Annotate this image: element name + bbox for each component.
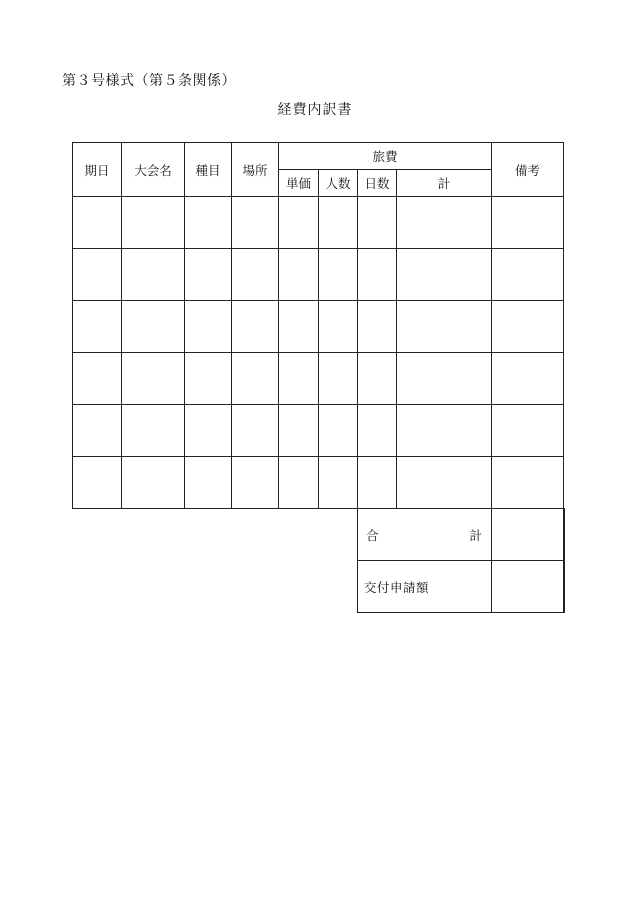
cell-remarks[interactable] [492, 405, 564, 457]
table-row [73, 457, 565, 509]
cell-place[interactable] [232, 197, 279, 249]
cell-place[interactable] [232, 353, 279, 405]
cell-category[interactable] [185, 197, 232, 249]
cell-event-name[interactable] [122, 405, 185, 457]
cell-remarks[interactable] [492, 249, 564, 301]
cell-place[interactable] [232, 301, 279, 353]
header-subtotal: 計 [397, 170, 492, 197]
cell-days[interactable] [358, 457, 397, 509]
footer-spacer [73, 561, 358, 613]
header-unit-price: 単価 [279, 170, 319, 197]
header-days: 日数 [358, 170, 397, 197]
grant-row [73, 561, 565, 613]
cell-people[interactable] [319, 301, 358, 353]
cell-place[interactable] [232, 457, 279, 509]
cell-people[interactable] [319, 405, 358, 457]
cell-days[interactable] [358, 301, 397, 353]
cell-days[interactable] [358, 405, 397, 457]
cell-days[interactable] [358, 249, 397, 301]
cell-unit-price[interactable] [279, 197, 319, 249]
cell-event-name[interactable] [122, 197, 185, 249]
header-event-name: 大会名 [122, 143, 185, 197]
total-row [73, 509, 565, 561]
cell-remarks[interactable] [492, 197, 564, 249]
table-row [73, 301, 565, 353]
header-category: 種目 [185, 143, 232, 197]
cell-place[interactable] [232, 249, 279, 301]
grant-amount-label-text: 交付申請額 [364, 579, 430, 595]
cell-subtotal[interactable] [397, 405, 492, 457]
cell-unit-price[interactable] [279, 405, 319, 457]
cell-days[interactable] [358, 197, 397, 249]
table-row [73, 353, 565, 405]
cell-period[interactable] [73, 249, 122, 301]
cell-category[interactable] [185, 301, 232, 353]
cell-remarks[interactable] [492, 457, 564, 509]
cell-days[interactable] [358, 353, 397, 405]
cell-event-name[interactable] [122, 457, 185, 509]
cell-unit-price[interactable] [279, 249, 319, 301]
total-remarks-cell[interactable] [564, 509, 565, 561]
cell-category[interactable] [185, 457, 232, 509]
cell-people[interactable] [319, 197, 358, 249]
cell-remarks[interactable] [492, 353, 564, 405]
header-people: 人数 [319, 170, 358, 197]
table-row [73, 197, 565, 249]
cell-subtotal[interactable] [397, 301, 492, 353]
cell-period[interactable] [73, 405, 122, 457]
cell-event-name[interactable] [122, 301, 185, 353]
cell-category[interactable] [185, 249, 232, 301]
grant-amount-label [358, 561, 492, 613]
total-label-left: 合 [366, 527, 379, 543]
table-row [73, 249, 565, 301]
header-row-top [73, 143, 565, 170]
grant-remarks-cell[interactable] [564, 561, 565, 613]
header-travel-expense: 旅費 [279, 143, 492, 170]
total-label [358, 509, 492, 561]
header-place: 場所 [232, 143, 279, 197]
document-title: 経費内訳書 [277, 102, 353, 118]
cell-subtotal[interactable] [397, 457, 492, 509]
cell-subtotal[interactable] [397, 197, 492, 249]
cell-unit-price[interactable] [279, 301, 319, 353]
cell-unit-price[interactable] [279, 457, 319, 509]
cell-category[interactable] [185, 353, 232, 405]
cell-category[interactable] [185, 405, 232, 457]
cell-unit-price[interactable] [279, 353, 319, 405]
cell-event-name[interactable] [122, 249, 185, 301]
header-remarks: 備考 [492, 143, 564, 197]
cell-event-name[interactable] [122, 353, 185, 405]
cell-period[interactable] [73, 353, 122, 405]
cell-people[interactable] [319, 353, 358, 405]
cell-subtotal[interactable] [397, 249, 492, 301]
cell-people[interactable] [319, 457, 358, 509]
form-number-label: 第３号様式（第５条関係） [62, 73, 236, 89]
table-row [73, 405, 565, 457]
cell-subtotal[interactable] [397, 353, 492, 405]
footer-spacer [73, 509, 358, 561]
cell-place[interactable] [232, 405, 279, 457]
cell-period[interactable] [73, 301, 122, 353]
total-label-right: 計 [469, 527, 482, 543]
cell-period[interactable] [73, 197, 122, 249]
cell-remarks[interactable] [492, 301, 564, 353]
header-period: 期日 [73, 143, 122, 197]
expense-breakdown-table [72, 142, 565, 613]
total-amount-cell[interactable] [492, 509, 564, 561]
cell-people[interactable] [319, 249, 358, 301]
cell-period[interactable] [73, 457, 122, 509]
grant-amount-cell[interactable] [492, 561, 564, 613]
